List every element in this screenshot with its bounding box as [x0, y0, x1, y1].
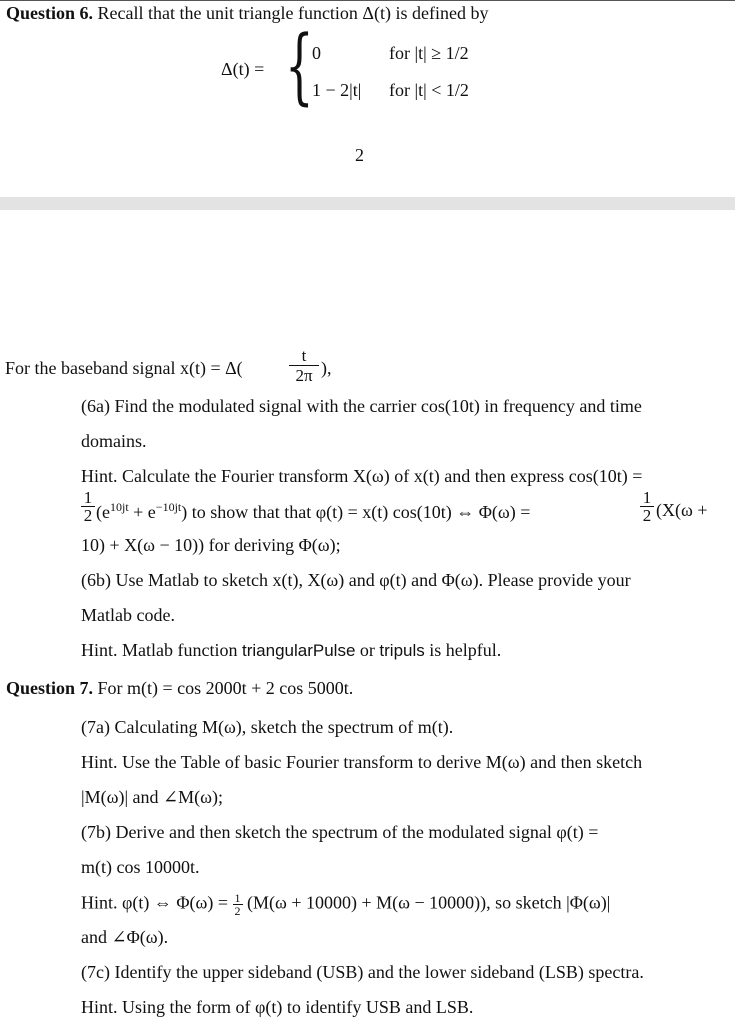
- hint6b-line: [81, 640, 501, 661]
- hint6a-left-num: 1: [81, 489, 95, 507]
- hint6a-plus: + e: [128, 502, 156, 522]
- question-6-intro: Recall that the unit triangle function Δ(t) is defined by: [97, 3, 489, 23]
- page-separator: [0, 197, 735, 210]
- hint7b-line2: and ∠Φ(ω).: [81, 927, 169, 947]
- hint6b-func1: triangularPulse: [242, 641, 356, 660]
- hint7c-line: Hint. Using the form of φ(t) to identify USB and LSB.: [81, 997, 474, 1017]
- hint6a-pre: (e: [96, 502, 110, 522]
- case2-condition: for |t| < 1/2: [389, 80, 469, 100]
- hint7a-line1: Hint. Use the Table of basic Fourier transform to derive M(ω) and then sketch: [81, 752, 643, 772]
- hint7b-den: 2: [234, 904, 241, 918]
- q6a-line2: domains.: [81, 431, 147, 451]
- hint7b-fraction: [233, 892, 243, 917]
- baseband-line: [5, 358, 243, 379]
- hint7b-line1: [81, 892, 610, 917]
- baseband-close: ),: [321, 358, 332, 378]
- hint7b-num: 1: [234, 891, 241, 905]
- hint6a-right-den: 2: [642, 506, 652, 525]
- q6b-line2: Matlab code.: [81, 605, 175, 625]
- baseband-denominator: 2π: [295, 366, 313, 385]
- q7b-line2: m(t) cos 10000t.: [81, 857, 200, 877]
- hint6a-fraction-left: [81, 489, 95, 524]
- baseband-text: For the baseband signal x(t) = Δ(: [5, 358, 243, 378]
- hint6b-mid: Matlab function: [122, 640, 238, 660]
- q6a-line1: (6a) Find the modulated signal with the carrier cos(10t) in frequency and time: [81, 396, 642, 416]
- left-brace: {: [285, 19, 314, 114]
- hint6a-line1: Hint. Calculate the Fourier transform X(ω) of x(t) and then express cos(10t) =: [81, 466, 643, 486]
- hint6b-func2: tripuls: [379, 641, 425, 660]
- hint6a-exp1: 10jt: [109, 500, 129, 514]
- hint6a-fraction-right: [640, 489, 654, 524]
- hint6a-line2-expr: [96, 500, 530, 523]
- hint6b-end: is helpful.: [429, 640, 502, 660]
- case1-condition: for |t| ≥ 1/2: [389, 43, 469, 63]
- q6b-line1: (6b) Use Matlab to sketch x(t), X(ω) and φ(t) and Φ(ω). Please provide your: [81, 570, 631, 590]
- baseband-fraction: [289, 347, 319, 384]
- top-rule: [0, 0, 735, 1]
- hint6a-left-den: 2: [83, 506, 93, 525]
- q7a-line: (7a) Calculating M(ω), sketch the spectrum of m(t).: [81, 717, 454, 737]
- case1-value: 0: [312, 43, 321, 63]
- hint6a-after: ) to show that that φ(t) = x(t) cos(10t) ⇔ Φ(ω) =: [181, 502, 531, 522]
- hint6a-exp2: −10jt: [155, 500, 182, 514]
- hint7a-line2: |M(ω)| and ∠M(ω);: [81, 787, 223, 807]
- hint6b-prefix: Hint.: [81, 640, 118, 660]
- hint7b-post: (M(ω + 10000) + M(ω − 10000)), so sketch |Φ(ω)|: [247, 892, 611, 913]
- question-7-intro: For m(t) = cos 2000t + 2 cos 5000t.: [97, 678, 354, 698]
- hint6a-right-num: 1: [640, 489, 654, 507]
- q7c-line: (7c) Identify the upper sideband (USB) and the lower sideband (LSB) spectra.: [81, 962, 644, 982]
- q7b-line1: (7b) Derive and then sketch the spectrum of the modulated signal φ(t) =: [81, 822, 599, 842]
- hint6a-line2-end: (X(ω +: [656, 500, 708, 520]
- page-number: 2: [355, 145, 364, 165]
- baseband-numerator: t: [289, 347, 319, 366]
- question-7-title-line: [6, 678, 353, 699]
- question-7-heading: Question 7.: [6, 678, 94, 698]
- case2-value: 1 − 2|t|: [312, 80, 362, 100]
- hint6b-or: or: [359, 640, 375, 660]
- definition-lhs: Δ(t) =: [221, 59, 265, 79]
- hint6a-line3: 10) + X(ω − 10)) for deriving Φ(ω);: [81, 535, 341, 555]
- question-6-title-line: [6, 3, 488, 24]
- question-6-heading: Question 6.: [6, 3, 94, 23]
- hint7b-pre: Hint. φ(t) ⇔ Φ(ω) =: [81, 892, 229, 913]
